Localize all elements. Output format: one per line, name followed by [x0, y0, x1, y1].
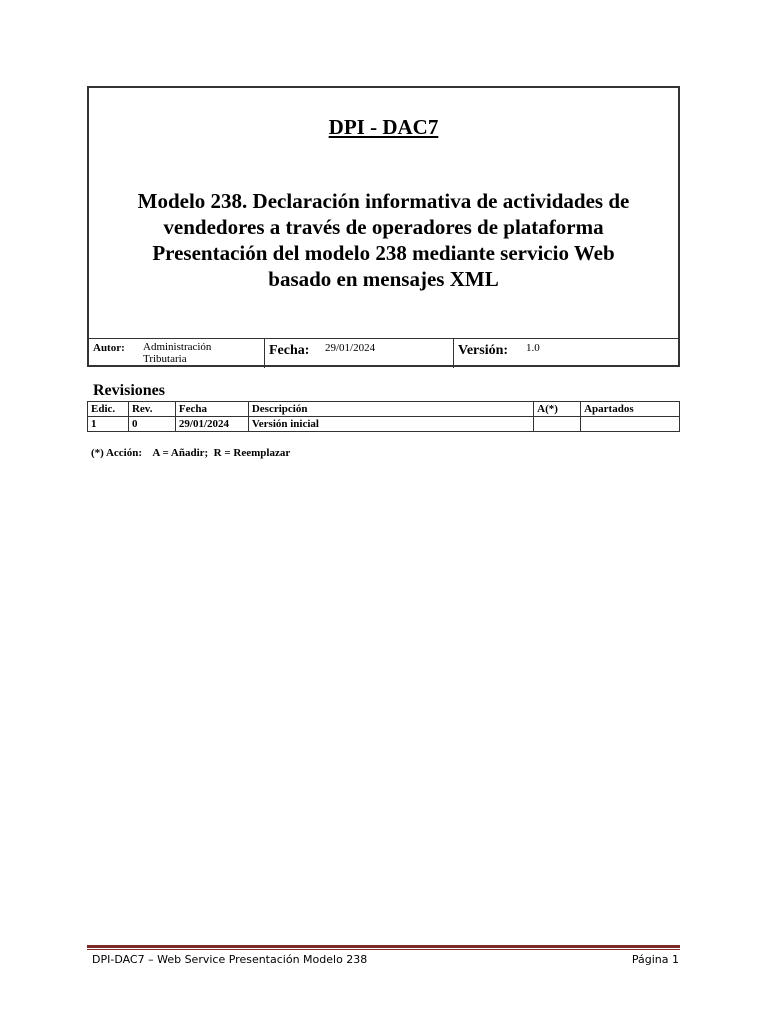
- cell-rev: 0: [128, 417, 175, 432]
- column-header-fecha: Fecha: [175, 402, 248, 417]
- cover-box: [87, 86, 680, 367]
- column-header-rev: Rev.: [128, 402, 175, 417]
- title-line: basado en mensajes XML: [268, 267, 499, 291]
- table-header-row: [88, 402, 680, 417]
- cell-fecha: 29/01/2024: [175, 417, 248, 432]
- column-header-descripcion: Descripción: [248, 402, 533, 417]
- column-header-accion: A(*): [534, 402, 581, 417]
- autor-value-line: Administración: [143, 341, 212, 353]
- fecha-value: 29/01/2024: [325, 342, 376, 354]
- cell-edic: 1: [88, 417, 129, 432]
- revisiones-table: [87, 401, 680, 432]
- title-line: Presentación del modelo 238 mediante servicio Web: [152, 241, 615, 265]
- document-title: [99, 188, 668, 292]
- autor-label: Autor:: [93, 342, 125, 354]
- column-header-edic: Edic.: [88, 402, 129, 417]
- cell-apartados: [581, 417, 680, 432]
- autor-value: [143, 341, 211, 365]
- fecha-label: Fecha:: [269, 343, 310, 358]
- cell-descripcion: Versión inicial: [248, 417, 533, 432]
- autor-value-line: Tributaria: [143, 353, 187, 365]
- footer-divider-thin: [87, 949, 680, 950]
- accion-legend: (*) Acción: A = Añadir; R = Reemplazar: [91, 447, 291, 459]
- table-row: [88, 417, 680, 432]
- fecha-cell: [264, 339, 454, 368]
- footer-page-number: Página 1: [631, 953, 679, 966]
- cell-accion: [534, 417, 581, 432]
- version-label: Versión:: [458, 343, 509, 358]
- revisiones-heading: Revisiones: [93, 382, 165, 399]
- version-value: 1.0: [526, 342, 540, 354]
- column-header-apartados: Apartados: [581, 402, 680, 417]
- document-code: DPI - DAC7: [328, 115, 439, 139]
- metadata-row: [89, 338, 678, 368]
- version-cell: [453, 339, 678, 368]
- footer-document-name: DPI-DAC7 – Web Service Presentación Modelo 238: [92, 953, 368, 966]
- autor-cell: [89, 339, 264, 368]
- footer-divider: [87, 945, 680, 948]
- title-line: vendedores a través de operadores de plataforma: [163, 215, 604, 239]
- title-line: Modelo 238. Declaración informativa de actividades de: [137, 189, 630, 213]
